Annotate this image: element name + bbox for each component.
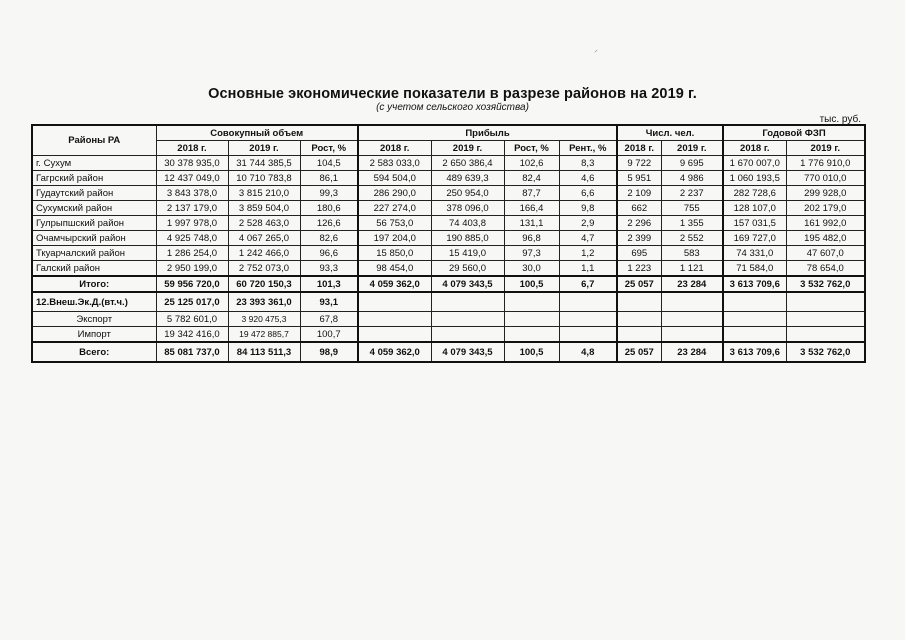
empty-cell xyxy=(661,327,723,343)
cell-employees-2018: 2 109 xyxy=(617,186,661,201)
empty-cell xyxy=(723,292,786,312)
cell-payroll-2019: 47 607,0 xyxy=(786,246,865,261)
cell-volume-2018: 1 997 978,0 xyxy=(156,216,228,231)
cell-employees-2019: 23 284 xyxy=(661,342,723,362)
cell-volume-growth: 101,3 xyxy=(300,276,358,292)
cell-employees-2019: 2 237 xyxy=(661,186,723,201)
cell-employees-2019: 1 121 xyxy=(661,261,723,277)
empty-cell xyxy=(661,292,723,312)
cell-volume-2019: 19 472 885,7 xyxy=(228,327,300,343)
empty-cell xyxy=(504,292,559,312)
empty-cell xyxy=(786,312,865,327)
cell-profit-2019: 74 403,8 xyxy=(431,216,504,231)
cell-profit-growth: 30,0 xyxy=(504,261,559,277)
pen-mark: ⸝ xyxy=(594,45,598,54)
cell-profit-2018: 227 274,0 xyxy=(358,201,431,216)
cell-district-name: Гагрский район xyxy=(32,171,156,186)
empty-cell xyxy=(617,292,661,312)
cell-profit-2018: 4 059 362,0 xyxy=(358,342,431,362)
cell-volume-2018: 2 137 179,0 xyxy=(156,201,228,216)
empty-cell xyxy=(358,327,431,343)
empty-cell xyxy=(786,327,865,343)
empty-cell xyxy=(431,292,504,312)
empty-cell xyxy=(504,312,559,327)
cell-profit-2019: 489 639,3 xyxy=(431,171,504,186)
table-row xyxy=(32,246,865,261)
cell-volume-2018: 59 956 720,0 xyxy=(156,276,228,292)
header-payroll-2019: 2019 г. xyxy=(786,141,865,156)
cell-volume-2018: 2 950 199,0 xyxy=(156,261,228,277)
cell-volume-2019: 3 859 504,0 xyxy=(228,201,300,216)
cell-profitability: 6,6 xyxy=(559,186,617,201)
cell-payroll-2019: 3 532 762,0 xyxy=(786,276,865,292)
cell-volume-2019: 2 752 073,0 xyxy=(228,261,300,277)
empty-cell xyxy=(661,312,723,327)
header-volume-2019: 2019 г. xyxy=(228,141,300,156)
cell-employees-2018: 2 296 xyxy=(617,216,661,231)
header-employees: Числ. чел. xyxy=(617,125,723,141)
cell-profit-2019: 378 096,0 xyxy=(431,201,504,216)
table-row xyxy=(32,261,865,277)
cell-employees-2019: 1 355 xyxy=(661,216,723,231)
empty-cell xyxy=(559,292,617,312)
cell-profit-2018: 98 454,0 xyxy=(358,261,431,277)
table-row xyxy=(32,186,865,201)
cell-profit-2019: 29 560,0 xyxy=(431,261,504,277)
cell-volume-2018: 30 378 935,0 xyxy=(156,156,228,171)
cell-volume-2019: 23 393 361,0 xyxy=(228,292,300,312)
cell-volume-2019: 3 920 475,3 xyxy=(228,312,300,327)
cell-employees-2019: 4 986 xyxy=(661,171,723,186)
cell-volume-growth: 100,7 xyxy=(300,327,358,343)
cell-volume-growth: 180,6 xyxy=(300,201,358,216)
cell-employees-2018: 695 xyxy=(617,246,661,261)
cell-volume-2018: 5 782 601,0 xyxy=(156,312,228,327)
cell-profit-growth: 131,1 xyxy=(504,216,559,231)
cell-payroll-2018: 157 031,5 xyxy=(723,216,786,231)
cell-payroll-2018: 1 060 193,5 xyxy=(723,171,786,186)
cell-profitability: 1,1 xyxy=(559,261,617,277)
cell-payroll-2018: 128 107,0 xyxy=(723,201,786,216)
header-profit-2018: 2018 г. xyxy=(358,141,431,156)
empty-cell xyxy=(431,312,504,327)
cell-volume-2019: 3 815 210,0 xyxy=(228,186,300,201)
foreign-trade-label: 12.Внеш.Эк.Д.(вт.ч.) xyxy=(32,292,156,312)
cell-profit-growth: 100,5 xyxy=(504,276,559,292)
empty-cell xyxy=(358,312,431,327)
cell-volume-2019: 4 067 265,0 xyxy=(228,231,300,246)
cell-payroll-2019: 299 928,0 xyxy=(786,186,865,201)
page-subtitle: (с учетом сельского хозяйства) xyxy=(376,102,529,113)
grand-total-label: Всего: xyxy=(32,342,156,362)
cell-district-name: Гулрыпшский район xyxy=(32,216,156,231)
cell-district-name: Гудаутский район xyxy=(32,186,156,201)
cell-profit-2018: 286 290,0 xyxy=(358,186,431,201)
cell-employees-2018: 25 057 xyxy=(617,342,661,362)
cell-payroll-2018: 1 670 007,0 xyxy=(723,156,786,171)
district-rows xyxy=(32,156,865,277)
cell-profit-2019: 2 650 386,4 xyxy=(431,156,504,171)
cell-profit-2018: 2 583 033,0 xyxy=(358,156,431,171)
cell-profit-2019: 250 954,0 xyxy=(431,186,504,201)
cell-volume-2019: 2 528 463,0 xyxy=(228,216,300,231)
table-row xyxy=(32,216,865,231)
cell-volume-growth: 86,1 xyxy=(300,171,358,186)
cell-volume-growth: 104,5 xyxy=(300,156,358,171)
cell-profit-2018: 594 504,0 xyxy=(358,171,431,186)
cell-payroll-2019: 161 992,0 xyxy=(786,216,865,231)
cell-volume-growth: 82,6 xyxy=(300,231,358,246)
cell-payroll-2019: 195 482,0 xyxy=(786,231,865,246)
cell-employees-2019: 583 xyxy=(661,246,723,261)
cell-profit-growth: 96,8 xyxy=(504,231,559,246)
cell-volume-2019: 10 710 783,8 xyxy=(228,171,300,186)
cell-district-name: Ткуарчалский район xyxy=(32,246,156,261)
cell-profit-2019: 4 079 343,5 xyxy=(431,276,504,292)
cell-payroll-2019: 1 776 910,0 xyxy=(786,156,865,171)
header-profit-2019: 2019 г. xyxy=(431,141,504,156)
cell-employees-2018: 5 951 xyxy=(617,171,661,186)
cell-profit-growth: 97,3 xyxy=(504,246,559,261)
empty-cell xyxy=(504,327,559,343)
cell-payroll-2019: 770 010,0 xyxy=(786,171,865,186)
cell-volume-2018: 1 286 254,0 xyxy=(156,246,228,261)
cell-employees-2018: 9 722 xyxy=(617,156,661,171)
cell-volume-2019: 1 242 466,0 xyxy=(228,246,300,261)
cell-profitability: 4,8 xyxy=(559,342,617,362)
empty-cell xyxy=(723,327,786,343)
cell-district-name: Очамчырский район xyxy=(32,231,156,246)
cell-profit-2018: 15 850,0 xyxy=(358,246,431,261)
foreign-trade-row xyxy=(32,292,865,312)
empty-cell xyxy=(431,327,504,343)
cell-employees-2019: 2 552 xyxy=(661,231,723,246)
cell-volume-growth: 93,1 xyxy=(300,292,358,312)
header-district: Районы РА xyxy=(32,125,156,156)
units-label: тыс. руб. xyxy=(819,114,861,125)
header-volume-growth: Рост, % xyxy=(300,141,358,156)
cell-payroll-2019: 3 532 762,0 xyxy=(786,342,865,362)
cell-payroll-2019: 78 654,0 xyxy=(786,261,865,277)
cell-volume-growth: 126,6 xyxy=(300,216,358,231)
empty-cell xyxy=(559,327,617,343)
empty-cell xyxy=(786,292,865,312)
grand-total-row xyxy=(32,342,865,362)
cell-profit-2018: 56 753,0 xyxy=(358,216,431,231)
summary-rows xyxy=(32,276,865,362)
cell-profit-2018: 4 059 362,0 xyxy=(358,276,431,292)
cell-payroll-2018: 74 331,0 xyxy=(723,246,786,261)
cell-volume-growth: 98,9 xyxy=(300,342,358,362)
empty-cell xyxy=(723,312,786,327)
cell-profit-growth: 102,6 xyxy=(504,156,559,171)
cell-profit-growth: 166,4 xyxy=(504,201,559,216)
cell-volume-2019: 31 744 385,5 xyxy=(228,156,300,171)
cell-profit-2019: 4 079 343,5 xyxy=(431,342,504,362)
cell-profit-2019: 190 885,0 xyxy=(431,231,504,246)
economic-indicators-table xyxy=(31,124,866,363)
table-row xyxy=(32,231,865,246)
cell-volume-growth: 93,3 xyxy=(300,261,358,277)
cell-profitability: 4,6 xyxy=(559,171,617,186)
cell-profit-growth: 100,5 xyxy=(504,342,559,362)
cell-profitability: 2,9 xyxy=(559,216,617,231)
cell-employees-2018: 25 057 xyxy=(617,276,661,292)
cell-volume-growth: 96,6 xyxy=(300,246,358,261)
cell-employees-2019: 23 284 xyxy=(661,276,723,292)
cell-profit-growth: 82,4 xyxy=(504,171,559,186)
subtotal-row xyxy=(32,276,865,292)
cell-volume-2018: 3 843 378,0 xyxy=(156,186,228,201)
table-row xyxy=(32,156,865,171)
cell-profitability: 1,2 xyxy=(559,246,617,261)
cell-volume-2018: 12 437 049,0 xyxy=(156,171,228,186)
cell-employees-2019: 9 695 xyxy=(661,156,723,171)
page-title: Основные экономические показатели в разрезе районов на 2019 г. xyxy=(208,86,697,102)
cell-profitability: 4,7 xyxy=(559,231,617,246)
import-label: Импорт xyxy=(32,327,156,343)
empty-cell xyxy=(617,327,661,343)
cell-payroll-2018: 3 613 709,6 xyxy=(723,276,786,292)
header-volume-2018: 2018 г. xyxy=(156,141,228,156)
header-profitability: Рент., % xyxy=(559,141,617,156)
empty-cell xyxy=(559,312,617,327)
cell-district-name: г. Сухум xyxy=(32,156,156,171)
cell-volume-2018: 85 081 737,0 xyxy=(156,342,228,362)
header-profit-growth: Рост, % xyxy=(504,141,559,156)
cell-volume-2018: 4 925 748,0 xyxy=(156,231,228,246)
import-row xyxy=(32,327,865,343)
cell-volume-2018: 25 125 017,0 xyxy=(156,292,228,312)
cell-payroll-2019: 202 179,0 xyxy=(786,201,865,216)
cell-profit-2018: 197 204,0 xyxy=(358,231,431,246)
cell-profitability: 6,7 xyxy=(559,276,617,292)
cell-employees-2018: 662 xyxy=(617,201,661,216)
cell-payroll-2018: 71 584,0 xyxy=(723,261,786,277)
cell-payroll-2018: 169 727,0 xyxy=(723,231,786,246)
table-row xyxy=(32,171,865,186)
cell-payroll-2018: 282 728,6 xyxy=(723,186,786,201)
cell-volume-2019: 60 720 150,3 xyxy=(228,276,300,292)
export-label: Экспорт xyxy=(32,312,156,327)
cell-payroll-2018: 3 613 709,6 xyxy=(723,342,786,362)
header-payroll-2018: 2018 г. xyxy=(723,141,786,156)
export-row xyxy=(32,312,865,327)
cell-profit-growth: 87,7 xyxy=(504,186,559,201)
subtotal-label: Итого: xyxy=(32,276,156,292)
empty-cell xyxy=(358,292,431,312)
cell-employees-2018: 2 399 xyxy=(617,231,661,246)
header-employees-2018: 2018 г. xyxy=(617,141,661,156)
header-total-volume: Совокупный объем xyxy=(156,125,358,141)
cell-employees-2019: 755 xyxy=(661,201,723,216)
header-payroll: Годовой ФЗП xyxy=(723,125,865,141)
header-employees-2019: 2019 г. xyxy=(661,141,723,156)
cell-volume-growth: 67,8 xyxy=(300,312,358,327)
cell-profitability: 8,3 xyxy=(559,156,617,171)
cell-district-name: Галский район xyxy=(32,261,156,277)
empty-cell xyxy=(617,312,661,327)
cell-district-name: Сухумский район xyxy=(32,201,156,216)
table-row xyxy=(32,201,865,216)
cell-volume-2019: 84 113 511,3 xyxy=(228,342,300,362)
cell-volume-growth: 99,3 xyxy=(300,186,358,201)
cell-profitability: 9,8 xyxy=(559,201,617,216)
cell-employees-2018: 1 223 xyxy=(617,261,661,277)
cell-volume-2018: 19 342 416,0 xyxy=(156,327,228,343)
header-profit: Прибыль xyxy=(358,125,617,141)
cell-profit-2019: 15 419,0 xyxy=(431,246,504,261)
